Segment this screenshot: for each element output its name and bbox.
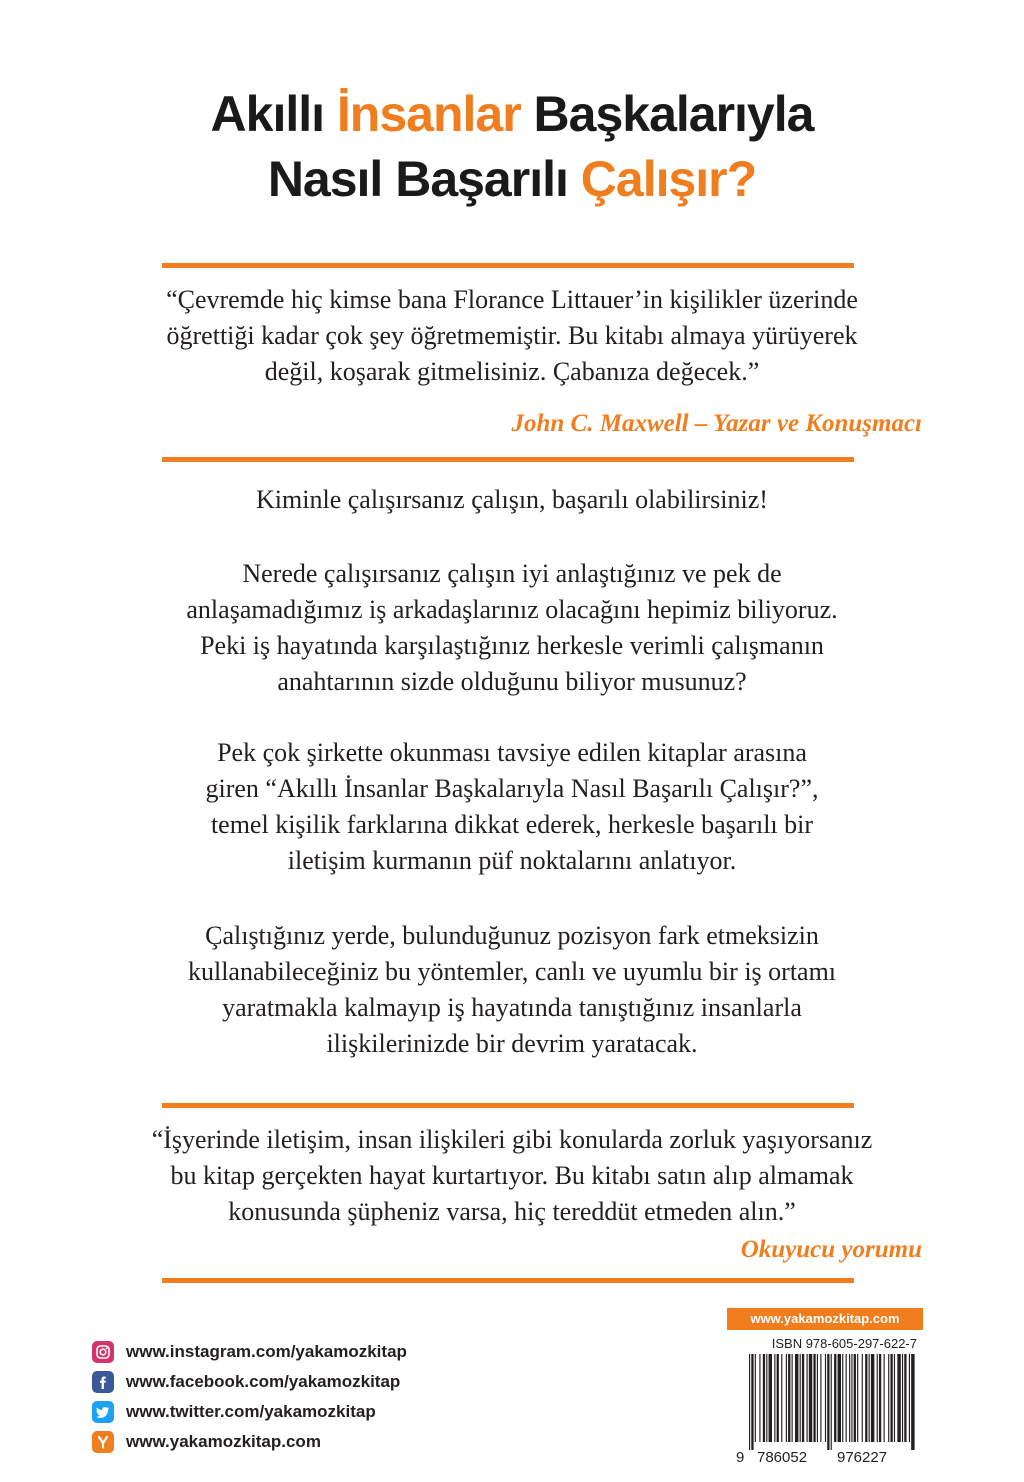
reader-review-quote — [0, 1122, 1024, 1230]
blurb-line: giren “Akıllı İnsanlar Başkalarıyla Nasıl Başarılı Çalışır?”, — [205, 774, 819, 803]
barcode-digits-left: 786052 — [757, 1449, 808, 1466]
instagram-url: www.instagram.com/yakamozkitap — [126, 1342, 407, 1361]
barcode-bar — [831, 1354, 832, 1450]
barcode-bar — [897, 1354, 900, 1442]
barcode-bar — [800, 1354, 801, 1442]
barcode-bar — [851, 1354, 852, 1442]
divider — [162, 457, 854, 462]
barcode-bar — [769, 1354, 772, 1442]
barcode-bar — [788, 1354, 790, 1442]
isbn-number: ISBN 978-605-297-622-7 — [771, 1336, 917, 1351]
blurb-line: iletişim kurmanın püf noktalarını anlatıyor. — [287, 846, 737, 875]
barcode-bar — [749, 1354, 750, 1450]
title-text: Akıllı — [210, 86, 337, 142]
barcode — [727, 1354, 923, 1468]
barcode-digit-prefix: 9 — [736, 1449, 745, 1466]
barcode-bar — [865, 1354, 867, 1442]
barcode-bar — [862, 1354, 863, 1442]
barcode-bar — [795, 1354, 798, 1442]
barcode-bar — [817, 1354, 818, 1442]
website-url: www.yakamozkitap.com — [126, 1432, 321, 1451]
quote-line: konusunda şüpheniz varsa, hiç tereddüt etmeden alın.” — [228, 1197, 796, 1226]
barcode-bar — [777, 1354, 779, 1442]
barcode-bar — [827, 1354, 829, 1450]
quote-line: “Çevremde hiç kimse bana Florance Littauer’in kişilikler üzerinde — [166, 285, 858, 314]
book-title-line-2 — [0, 150, 1024, 208]
barcode-bar — [766, 1354, 767, 1442]
barcode-bar — [846, 1354, 847, 1442]
barcode-bar — [755, 1354, 756, 1442]
barcode-bar — [774, 1354, 775, 1442]
blurb-line: temel kişilik farklarına dikkat ederek, herkesle başarılı bir — [210, 810, 814, 839]
barcode-bar — [902, 1354, 903, 1442]
social-links — [92, 1338, 407, 1458]
divider — [162, 1103, 854, 1108]
title-accent-text: Çalışır? — [580, 151, 757, 207]
barcode-bar — [759, 1354, 760, 1442]
quote-line: “İşyerinde iletişim, insan ilişkileri gibi konularda zorluk yaşıyorsanız — [151, 1125, 873, 1154]
barcode-bar — [884, 1354, 885, 1442]
facebook-icon — [92, 1371, 114, 1393]
blurb-line: Pek çok şirkette okunması tavsiye edilen kitaplar arasına — [217, 738, 807, 767]
blurb-paragraph — [0, 918, 1024, 1062]
facebook-url: www.facebook.com/yakamozkitap — [126, 1372, 401, 1391]
title-accent-text: İnsanlar — [336, 86, 521, 142]
endorsement-quote — [0, 282, 1024, 390]
twitter-icon — [92, 1401, 114, 1423]
barcode-bar — [879, 1354, 881, 1442]
barcode-bar — [813, 1354, 815, 1442]
barcode-bar — [820, 1354, 821, 1442]
barcode-bar — [809, 1354, 812, 1442]
blurb-line: Kiminle çalışırsanız çalışın, başarılı olabilirsiniz! — [256, 485, 768, 514]
barcode-bar — [786, 1354, 787, 1442]
barcode-bar — [751, 1354, 753, 1450]
twitter-link[interactable] — [92, 1398, 407, 1426]
barcode-bar — [792, 1354, 793, 1442]
quote-line: bu kitap gerçekten hayat kurtartıyor. Bu kitabı satın alıp almamak — [170, 1161, 854, 1190]
quote-line: öğrettiği kadar çok şey öğretmemiştir. Bu kitabı almaya yürüyerek — [166, 321, 858, 350]
blurb-line: yaratmakla kalmayıp iş hayatında tanıştığınız insanlarla — [222, 993, 802, 1022]
barcode-bar — [869, 1354, 870, 1442]
barcode-bar — [834, 1354, 836, 1442]
website-link[interactable] — [92, 1428, 407, 1456]
blurb-line: anahtarının sizde olduğunu biliyor musunuz? — [277, 667, 747, 696]
barcode-bar — [781, 1354, 782, 1442]
barcode-bar — [911, 1354, 914, 1450]
barcode-bar — [857, 1354, 858, 1442]
barcode-bar — [904, 1354, 906, 1442]
title-text: Başkalarıyla — [520, 86, 814, 142]
facebook-link[interactable] — [92, 1368, 407, 1396]
barcode-bar — [763, 1354, 765, 1442]
twitter-url: www.twitter.com/yakamozkitap — [126, 1402, 376, 1421]
barcode-bar — [877, 1354, 878, 1442]
instagram-icon — [92, 1341, 114, 1363]
blurb-line: Peki iş hayatında karşılaştığınız herkesle verimli çalışmanın — [200, 631, 824, 660]
barcode-bar — [807, 1354, 808, 1442]
barcode-bar — [894, 1354, 895, 1442]
blurb-line: kullanabileceğiniz bu yöntemler, canlı ve uyumlu bir iş ortamı — [187, 957, 837, 986]
divider — [162, 1278, 854, 1283]
barcode-digits-right: 976227 — [837, 1449, 888, 1466]
blurb-paragraph — [0, 482, 1024, 518]
barcode-bar — [842, 1354, 843, 1442]
publisher-website-strip: www.yakamozkitap.com — [727, 1308, 923, 1330]
barcode-bar — [854, 1354, 856, 1442]
barcode-bar — [825, 1354, 826, 1442]
quote-attribution: Okuyucu yorumu — [740, 1236, 922, 1263]
quote-attribution: John C. Maxwell – Yazar ve Konuşmacı — [511, 410, 922, 437]
divider — [162, 263, 854, 268]
isbn-barcode-block — [727, 1308, 923, 1470]
barcode-bar — [802, 1354, 804, 1442]
barcode-bar — [871, 1354, 874, 1442]
blurb-paragraph — [0, 556, 1024, 700]
title-text: Nasıl Başarılı — [267, 151, 581, 207]
barcode-bars — [749, 1354, 915, 1450]
blurb-line: Nerede çalışırsanız çalışın iyi anlaştığınız ve pek de — [242, 559, 782, 588]
blurb-line: anlaşamadığımız iş arkadaşlarınız olacağını hepimiz biliyoruz. — [186, 595, 838, 624]
barcode-bar — [890, 1354, 892, 1442]
quote-line: değil, koşarak gitmelisiniz. Çabanıza değecek.” — [264, 357, 760, 386]
book-title-line-1 — [0, 85, 1024, 143]
barcode-bar — [888, 1354, 889, 1442]
yakamoz-icon — [92, 1431, 114, 1453]
instagram-link[interactable] — [92, 1338, 407, 1366]
barcode-bar — [849, 1354, 850, 1442]
barcode-bar — [838, 1354, 841, 1442]
barcode-bar — [909, 1354, 910, 1442]
blurb-line: ilişkilerinizde bir devrim yaratacak. — [326, 1029, 698, 1058]
blurb-line: Çalıştığınız yerde, bulunduğunuz pozisyon fark etmeksizin — [205, 921, 819, 950]
blurb-paragraph — [0, 735, 1024, 879]
